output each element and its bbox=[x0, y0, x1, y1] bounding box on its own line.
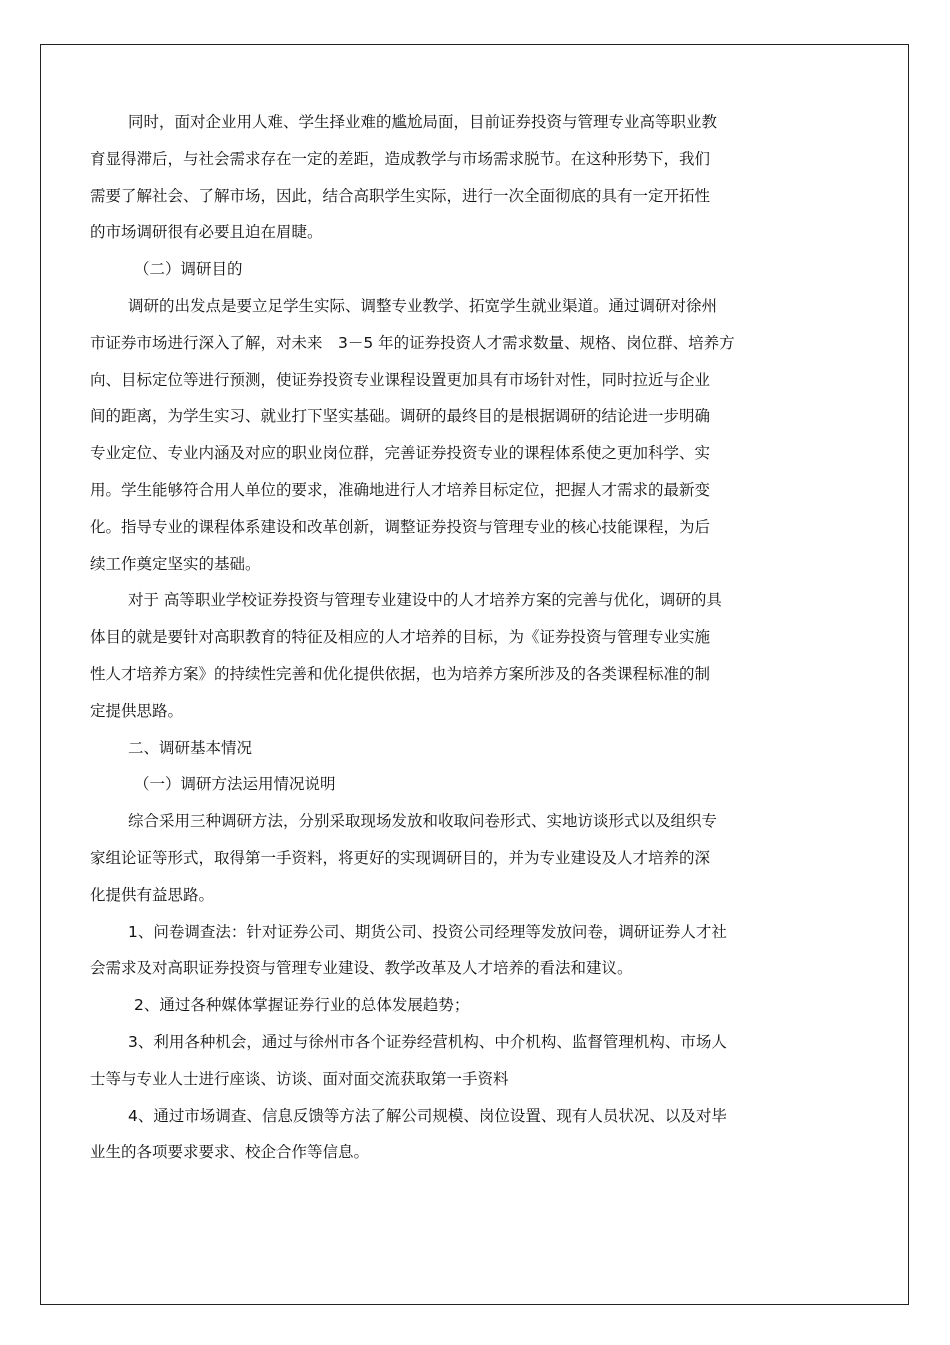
list-item: 2、通过各种媒体掌握证券行业的总体发展趋势； bbox=[134, 996, 470, 1015]
paragraph-line: 定提供思路。 bbox=[90, 701, 184, 720]
paragraph-line: 同时，面对企业用人难、学生择业难的尴尬局面，目前证券投资与管理专业高等职业教 bbox=[128, 113, 718, 131]
paragraph-line: 的市场调研很有必要且迫在眉睫。 bbox=[90, 223, 323, 242]
section-heading: （二）调研目的 bbox=[134, 260, 243, 279]
paragraph-line: 会需求及对高职证券投资与管理专业建设、教学改革及人才培养的看法和建议。 bbox=[90, 959, 633, 978]
subsection-heading: （一）调研方法运用情况说明 bbox=[134, 775, 336, 794]
paragraph-line: 业生的各项要求要求、校企合作等信息。 bbox=[90, 1143, 370, 1162]
paragraph-line: 续工作奠定坚实的基础。 bbox=[90, 554, 261, 573]
paragraph-line: 间的距离，为学生实习、就业打下坚实基础。调研的最终目的是根据调研的结论进一步明确 bbox=[90, 407, 711, 426]
paragraph-line: 化提供有益思路。 bbox=[90, 885, 215, 904]
paragraph-line: 市证券市场进行深入了解，对未来 3－5 年的证券投资人才需求数量、规格、岗位群、培养方 bbox=[90, 333, 735, 352]
paragraph-line: 性人才培养方案》的持续性完善和优化提供依据，也为培养方案所涉及的各类课程标准的制 bbox=[90, 664, 711, 683]
paragraph-line: 用。学生能够符合用人单位的要求，准确地进行人才培养目标定位，把握人才需求的最新变 bbox=[90, 480, 711, 499]
paragraph-line: 专业定位、专业内涵及对应的职业岗位群，完善证券投资专业的课程体系使之更加科学、实 bbox=[90, 444, 711, 463]
paragraph-line: 士等与专业人士进行座谈、访谈、面对面交流获取第一手资料 bbox=[90, 1069, 509, 1088]
list-item: 3、利用各种机会，通过与徐州市各个证券经营机构、中介机构、监督管理机构、市场人 bbox=[128, 1032, 727, 1051]
document-body bbox=[90, 108, 850, 1175]
paragraph-line: 家组论证等形式，取得第一手资料，将更好的实现调研目的，并为专业建设及人才培养的深 bbox=[90, 848, 711, 867]
list-item: 4、通过市场调查、信息反馈等方法了解公司规模、岗位设置、现有人员状况、以及对毕 bbox=[128, 1106, 727, 1125]
list-item: 1、问卷调查法：针对证券公司、期货公司、投资公司经理等发放问卷，调研证券人才社 bbox=[128, 922, 727, 941]
paragraph-line: 化。指导专业的课程体系建设和改革创新，调整证券投资与管理专业的核心技能课程，为后 bbox=[90, 517, 711, 536]
paragraph-line: 体目的就是要针对高职教育的特征及相应的人才培养的目标，为《证券投资与管理专业实施 bbox=[90, 628, 711, 647]
paragraph-line: 调研的出发点是要立足学生实际、调整专业教学、拓宽学生就业渠道。通过调研对徐州 bbox=[128, 296, 718, 315]
paragraph-line: 需要了解社会、了解市场，因此，结合高职学生实际，进行一次全面彻底的具有一定开拓性 bbox=[90, 186, 711, 205]
section-heading: 二、调研基本情况 bbox=[128, 738, 253, 757]
paragraph-line: 向、目标定位等进行预测，使证券投资专业课程设置更加具有市场针对性，同时拉近与企业 bbox=[90, 370, 711, 389]
paragraph-line: 育显得滞后，与社会需求存在一定的差距，造成教学与市场需求脱节。在这种形势下，我们 bbox=[90, 149, 711, 168]
paragraph-line: 综合采用三种调研方法，分别采取现场发放和收取问卷形式、实地访谈形式以及组织专 bbox=[128, 812, 718, 831]
paragraph-line: 对于 高等职业学校证券投资与管理专业建设中的人才培养方案的完善与优化，调研的具 bbox=[128, 591, 722, 610]
